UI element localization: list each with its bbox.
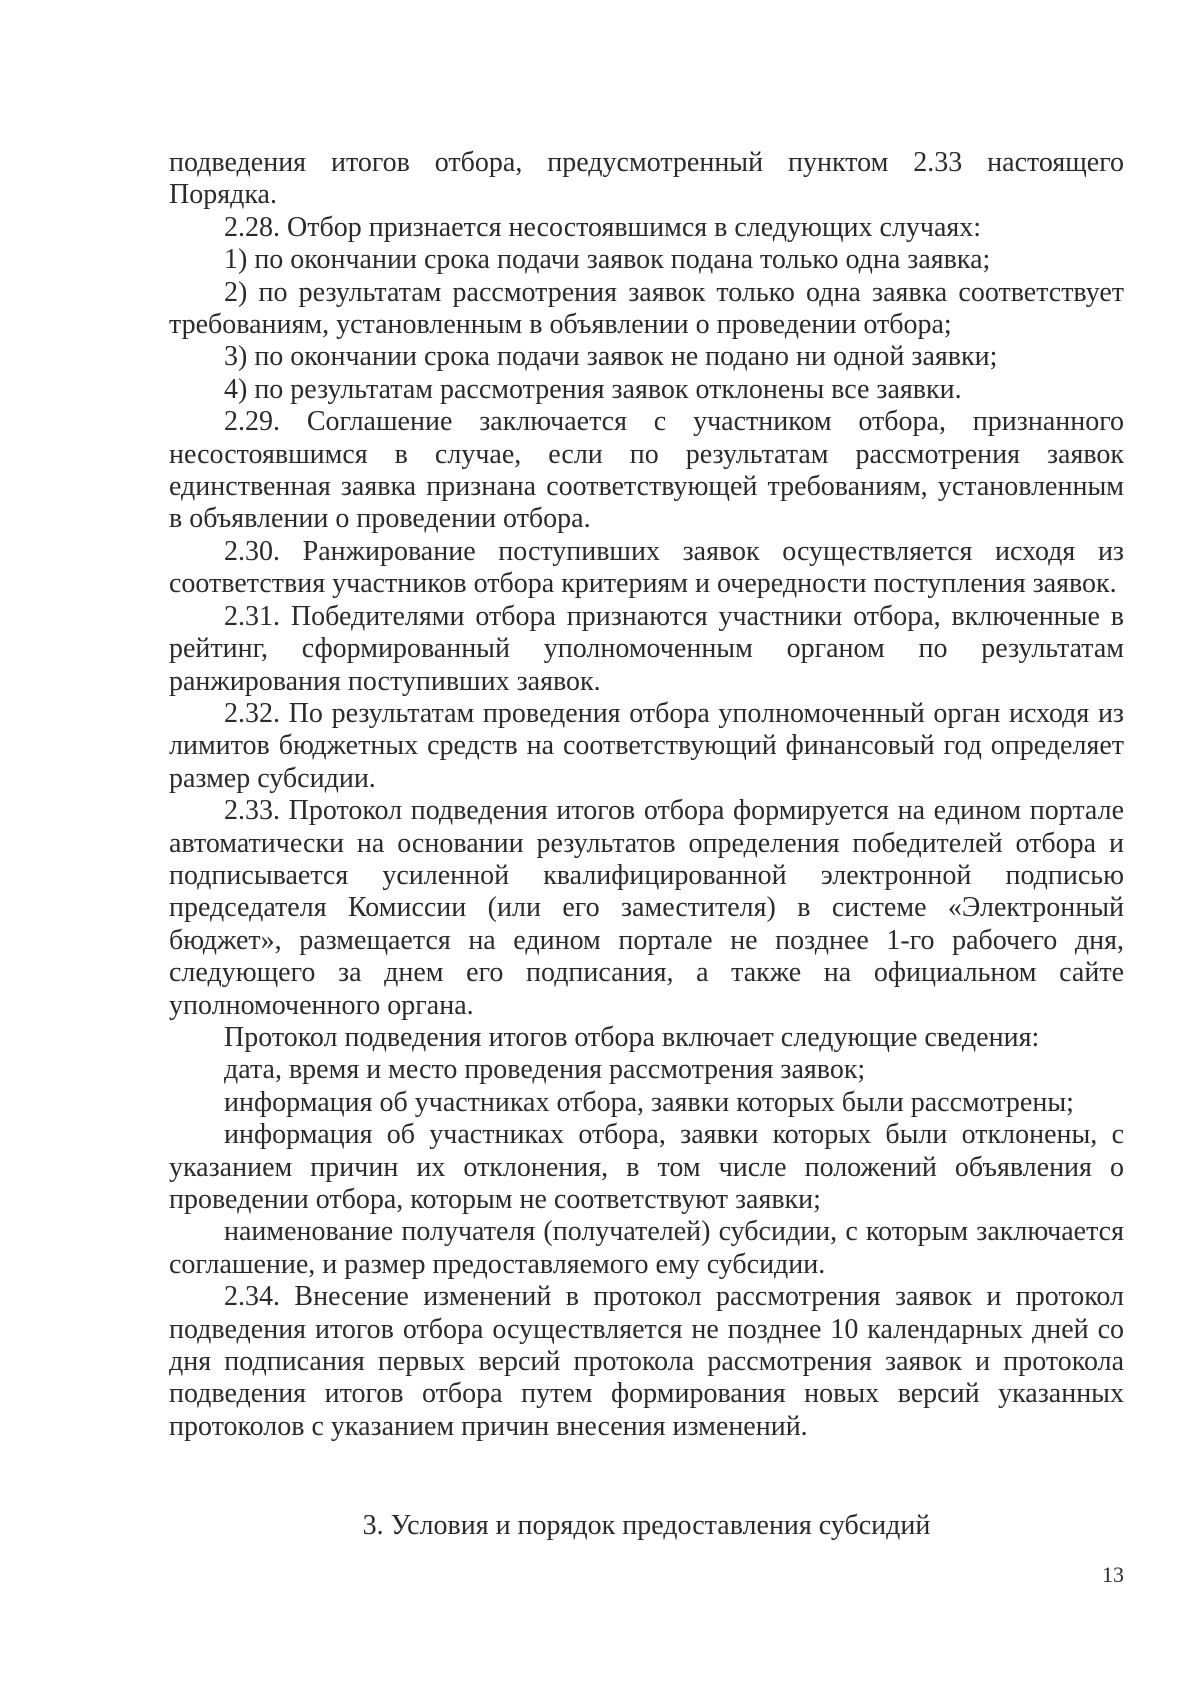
paragraph-2-33: 2.33. Протокол подведения итогов отбора формируется на едином портале автоматически на основании результатов определения победителей отбора и подписывается усиленной квалифицированной электронной подписью председателя Комиссии (или его заместителя) в системе «Электронный бюджет», размещается на едином портале не позднее 1-го рабочего дня, следующего за днем его подписания, а также на официальном сайте уполномоченного органа.: [169, 795, 1124, 1021]
protocol-contents-intro: Протокол подведения итогов отбора включает следующие сведения:: [224, 1021, 1040, 1053]
paragraph-2-32: 2.32. По результатам проведения отбора уполномоченный орган исходя из лимитов бюджетных средств на соответствующий финансовый год определяет размер субсидии.: [169, 697, 1124, 794]
document-body: [169, 147, 1124, 1443]
protocol-item-recipient: наименование получателя (получателей) субсидии, с которым заключается соглашение, и размер предоставляемого ему субсидии.: [169, 1216, 1124, 1280]
protocol-item-reviewed: информация об участниках отбора, заявки которых были рассмотрены;: [224, 1086, 1074, 1118]
protocol-item-rejected: информация об участниках отбора, заявки которых были отклонены, с указанием причин их отклонения, в том числе положений объявления о проведении отбора, которым не соответствуют заявки;: [169, 1119, 1124, 1215]
paragraph-2-34: 2.34. Внесение изменений в протокол рассмотрения заявок и протокол подведения итогов отбора осуществляется не позднее 10 календарных дней со дня подписания первых версий протокола рассмотрения заявок и протокола подведения итогов отбора путем формирования новых версий указанных протоколов с указанием причин внесения изменений.: [169, 1281, 1124, 1442]
list-item-1: 1) по окончании срока подачи заявок подана только одна заявка;: [224, 244, 991, 276]
paragraph-2-28: 2.28. Отбор признается несостоявшимся в следующих случаях:: [224, 211, 982, 243]
list-item-3: 3) по окончании срока подачи заявок не подано ни одной заявки;: [224, 341, 998, 373]
section-heading: 3. Условия и порядок предоставления субсидий: [362, 1510, 931, 1541]
page-number: 13: [1102, 1562, 1124, 1587]
list-item-4: 4) по результатам рассмотрения заявок отклонены все заявки.: [224, 373, 962, 405]
paragraph-2-31: 2.31. Победителями отбора признаются участники отбора, включенные в рейтинг, сформированный уполномоченным органом по результатам ранжирования поступивших заявок.: [169, 600, 1124, 697]
paragraph-continuation: подведения итогов отбора, предусмотренный пунктом 2.33 настоящего Порядка.: [169, 147, 1124, 211]
paragraph-2-30: 2.30. Ранжирование поступивших заявок осуществляется исходя из соответствия участников отбора критериям и очередности поступления заявок.: [169, 535, 1124, 600]
protocol-item-date: дата, время и место проведения рассмотрения заявок;: [224, 1054, 866, 1086]
list-item-2: 2) по результатам рассмотрения заявок только одна заявка соответствует требованиям, установленным в объявлении о проведении отбора;: [169, 276, 1124, 341]
paragraph-2-29: 2.29. Соглашение заключается с участником отбора, признанного несостоявшимся в случае, если по результатам рассмотрения заявок единственная заявка признана соответствующей требованиям, установленным в объявлении о проведении отбора.: [169, 406, 1124, 535]
